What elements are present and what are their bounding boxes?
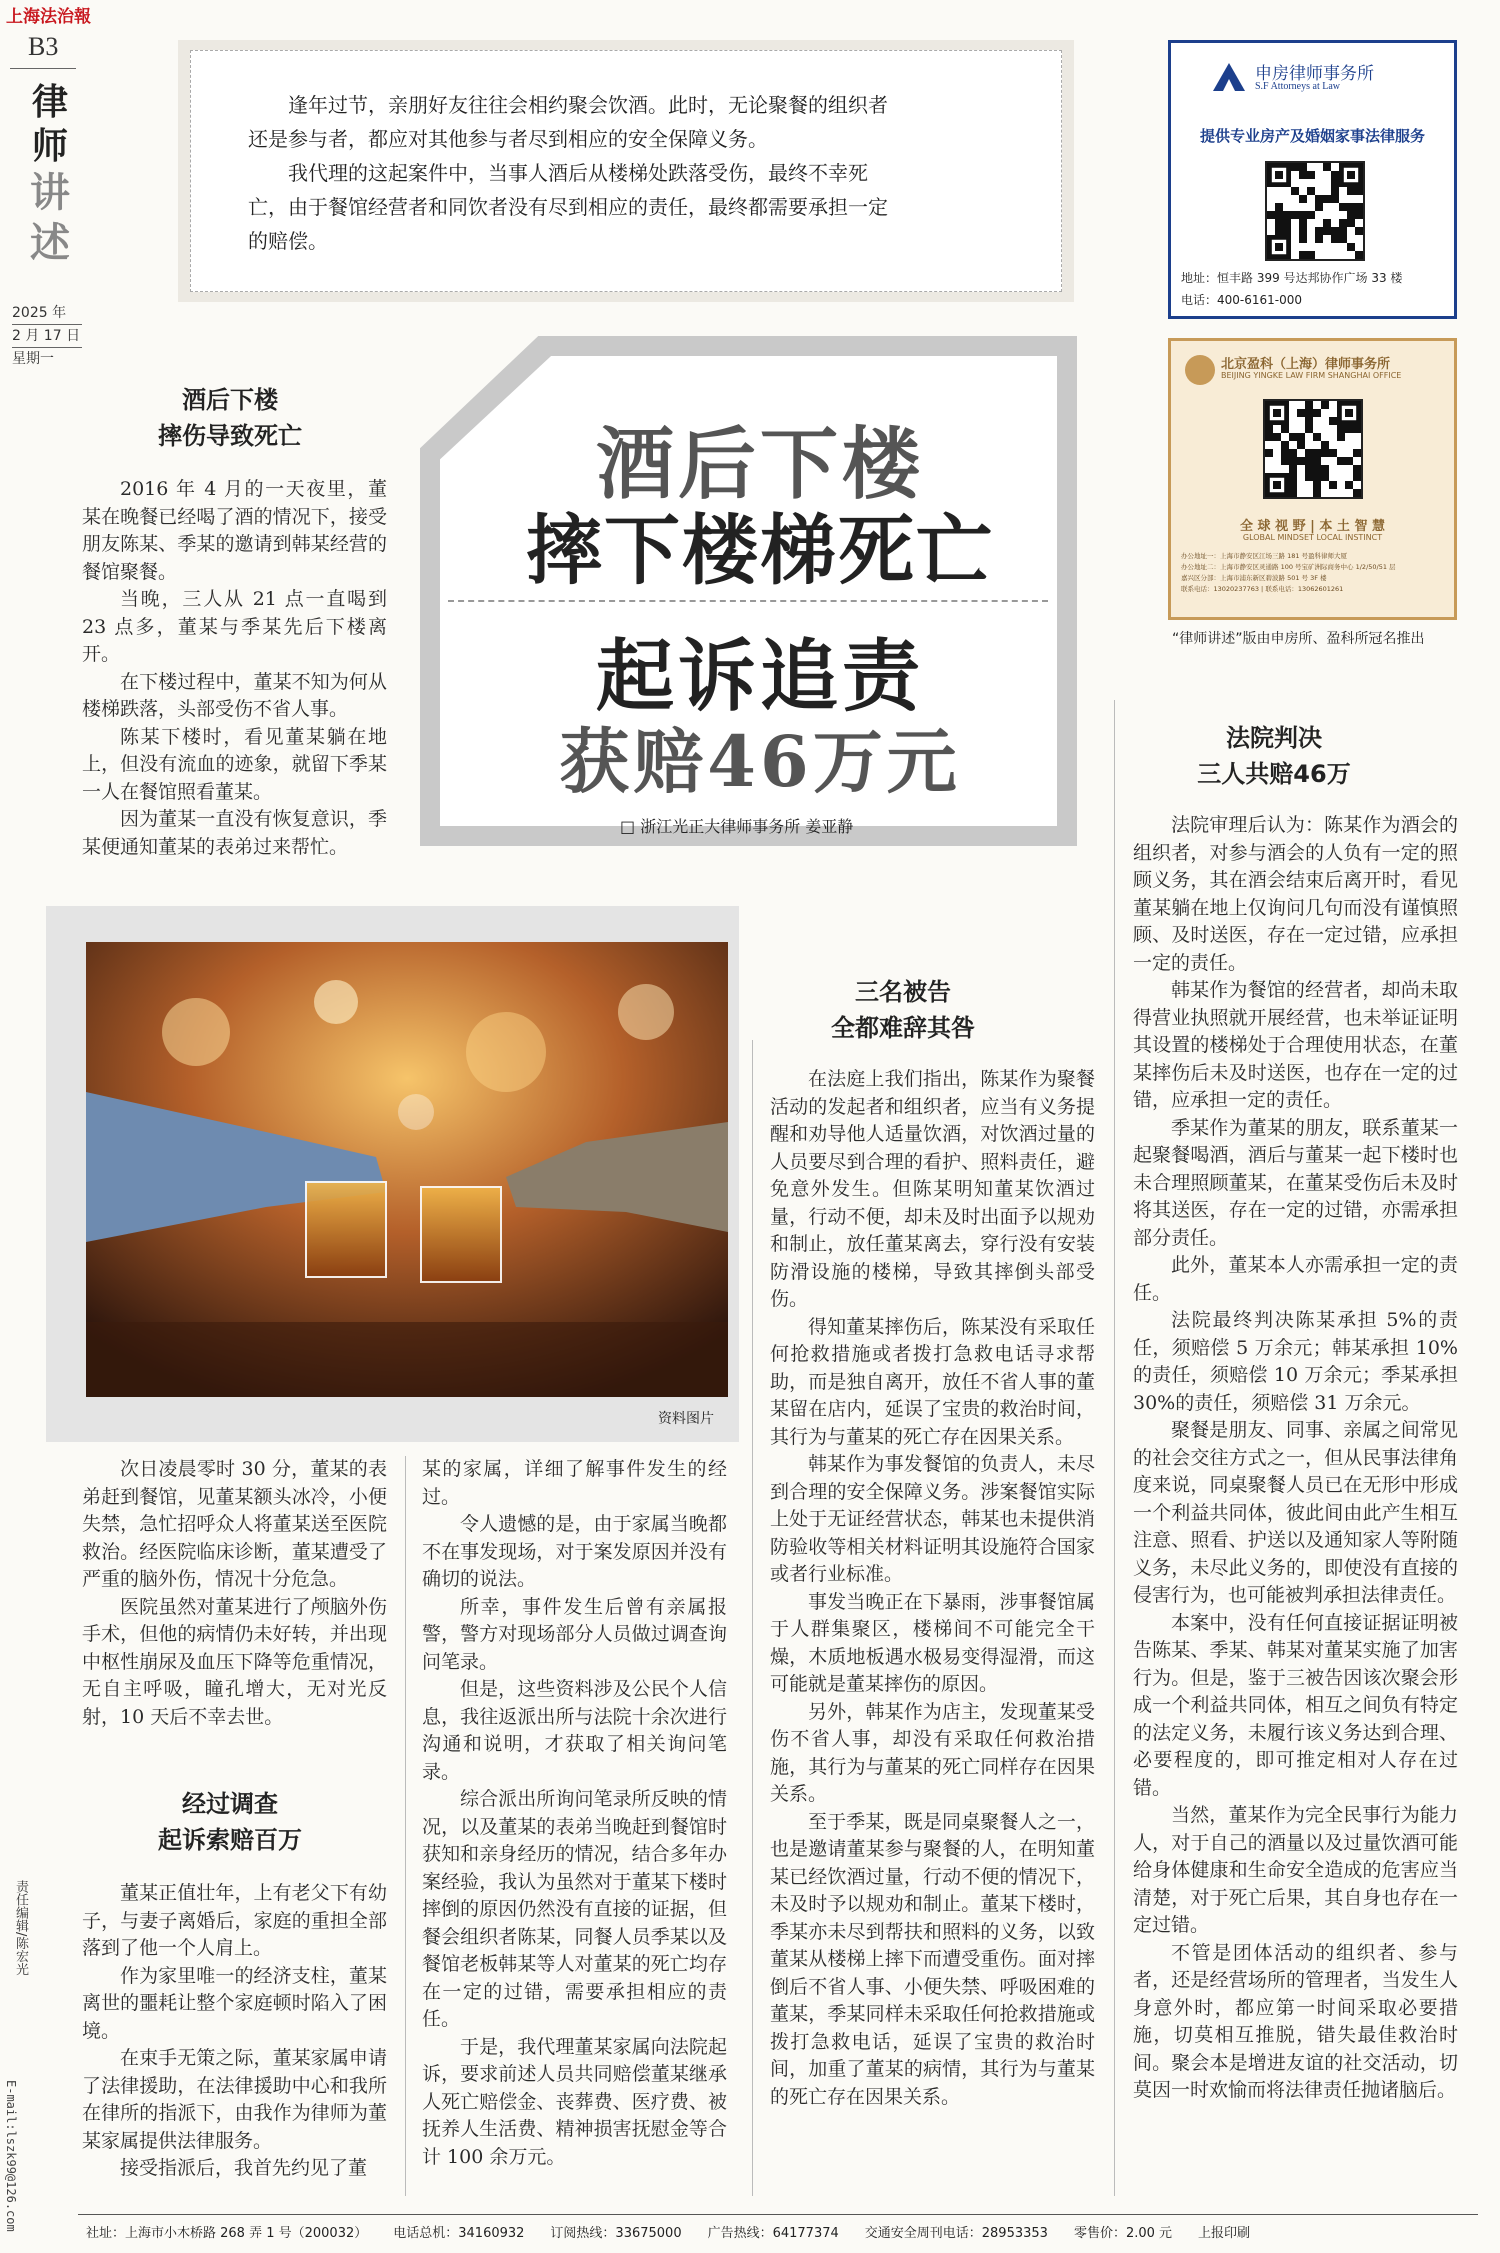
paragraph: 另外，韩某作为店主，发现董某受伤不省人事，却没有采取任何救治措施，其行为与董某的死亡同样存在因果关系。 <box>770 1700 1095 1805</box>
qr-finder <box>1265 473 1289 497</box>
paragraph: 令人遗憾的是，由于家属当晚都不在事发现场，对于案发原因并没有确切的说法。 <box>422 1513 727 1590</box>
section-subtitle: 全都难辞其咎 <box>831 1014 975 1042</box>
qr-module <box>1339 203 1347 211</box>
ad-office-line: 嘉兴区分部：上海市浦东新区碧波路 501 号 3F 楼 <box>1181 574 1327 582</box>
masthead-logo: 上海法治報 <box>6 7 91 27</box>
qr-module <box>1299 211 1307 219</box>
divider <box>10 68 76 69</box>
paragraph: 在法庭上我们指出，陈某作为聚餐活动的发起者和组织者，应当有义务提醒和劝导他人适量饮酒，对饮酒过量的人员要尽到合理的看护、照料责任，避免意外发生。但陈某明知董某饮酒过量，行动不便，却未及时出面予以规劝和制止，放任董某离去，穿行没有安装防滑设施的楼梯，导致其摔倒头部受伤。 <box>770 1068 1095 1310</box>
paragraph: 所幸，事件发生后曾有亲属报警，警方对现场部分人员做过调查询问笔录。 <box>422 1595 727 1673</box>
ad-yingke[interactable] <box>1168 338 1457 620</box>
ad-slogan: 全 球 视 野 | 本 土 智 慧 <box>1240 519 1385 534</box>
qr-module <box>1331 171 1339 179</box>
qr-module <box>1321 465 1329 473</box>
paragraph: 但是，这些资料涉及公民个人信息，我往返派出所与法院十余次进行沟通和说明，才获取了相关询问笔录。 <box>422 1678 727 1783</box>
qr-module <box>1321 401 1329 409</box>
qr-module <box>1337 425 1345 433</box>
qr-module <box>1305 425 1313 433</box>
qr-module <box>1305 465 1313 473</box>
qr-module <box>1331 235 1339 243</box>
editor-email: E-mail:lszk99@126.com <box>4 2080 18 2232</box>
qr-module <box>1313 481 1321 489</box>
qr-module <box>1331 179 1339 187</box>
qr-module <box>1347 211 1355 219</box>
qr-module <box>1313 409 1321 417</box>
qr-module <box>1313 457 1321 465</box>
paragraph: 因为董某一直没有恢复意识，季某便通知董某的表弟过来帮忙。 <box>82 808 387 858</box>
qr-module <box>1345 481 1353 489</box>
qr-module <box>1353 449 1361 457</box>
paragraph: 此外，董某本人亦需承担一定的责任。 <box>1133 1254 1458 1304</box>
qr-module <box>1331 187 1339 195</box>
footer-subscription: 订阅热线：33675000 <box>550 2226 682 2241</box>
qr-module <box>1313 465 1321 473</box>
qr-module <box>1329 417 1337 425</box>
paragraph: 得知董某摔伤后，陈某没有采取任何抢救措施或者拨打急救电话寻求帮助，而是独自离开，放任不省人事的董某留在店内，延误了宝贵的救治时间，其行为与董某的死亡存在因果关系。 <box>770 1315 1095 1448</box>
qr-module <box>1299 195 1307 203</box>
section-heading-3 <box>773 974 1033 1046</box>
qr-module <box>1347 187 1355 195</box>
section-title: 法院判决 <box>1226 724 1322 752</box>
ad-firm-name-en: BEIJING YINGKE LAW FIRM SHANGHAI OFFICE <box>1221 371 1402 380</box>
intro-paragraph: 逢年过节，亲朋好友往往会相约聚会饮酒。此时，无论聚餐的组织者还是参与者，都应对其他参与者尽到相应的安全保障义务。 <box>248 93 888 151</box>
qr-module <box>1289 489 1297 497</box>
ad-offices <box>1181 551 1449 595</box>
section-title: 三名被告 <box>855 978 951 1006</box>
column-divider <box>1114 700 1115 2196</box>
headline-line-1: 酒后下楼 <box>595 419 924 510</box>
headline-line-3: 起诉追责 <box>595 631 924 722</box>
qr-module <box>1315 195 1323 203</box>
ad-phone: 电话：400-6161-000 <box>1181 293 1303 307</box>
qr-module <box>1289 433 1297 441</box>
qr-module <box>1339 219 1347 227</box>
ad-firm-name-en: S.F Attorneys at Law <box>1255 81 1340 92</box>
qr-module <box>1299 171 1307 179</box>
section-body-3 <box>770 1066 1095 2111</box>
qr-module <box>1289 465 1297 473</box>
page-number: B3 <box>28 32 59 61</box>
paragraph: 韩某作为事发餐馆的负责人，未尽到合理的安全保障义务。涉案餐馆实际上处于无证经营状态，韩某也未提供消防验收等相关材料证明其设施符合国家或者行业标准。 <box>770 1453 1095 1585</box>
qr-module <box>1323 227 1331 235</box>
qr-module <box>1355 211 1363 219</box>
qr-module <box>1297 441 1305 449</box>
toast-photo <box>86 942 728 1397</box>
qr-module <box>1273 433 1281 441</box>
qr-module <box>1353 465 1361 473</box>
qr-module <box>1323 219 1331 227</box>
section-heading-4 <box>1144 720 1404 792</box>
ad-office-line: 办公地址二：上海市静安区灵通路 100 号宝矿洲际商务中心 1/2/50/51 层 <box>1181 563 1396 571</box>
qr-module <box>1267 211 1275 219</box>
qr-module <box>1313 489 1321 497</box>
qr-module <box>1315 203 1323 211</box>
paragraph: 2016 年 4 月的一天夜里，董某在晚餐已经喝了酒的情况下，接受朋友陈某、季某的邀请到韩某经营的餐馆聚餐。 <box>82 478 387 583</box>
qr-module <box>1291 187 1299 195</box>
headline-line-2: 摔下楼梯死亡 <box>526 506 994 595</box>
qr-module <box>1345 425 1353 433</box>
qr-module <box>1337 433 1345 441</box>
headline-divider <box>448 600 1048 602</box>
section-body-2 <box>82 1880 387 2183</box>
section-heading-2 <box>100 1786 360 1858</box>
qr-module <box>1289 449 1297 457</box>
footer-price: 零售价：2.00 元 <box>1073 2226 1173 2241</box>
qr-module <box>1281 457 1289 465</box>
qr-module <box>1305 473 1313 481</box>
section-heading-1 <box>100 382 360 454</box>
date-weekday: 星期一 <box>12 351 54 367</box>
qr-module <box>1355 251 1363 259</box>
paragraph: 于是，我代理董某家属向法院起诉，要求前述人员共同赔偿董某继承人死亡赔偿金、丧葬费、医疗费、被抚养人生活费、精神损害抚慰金等合计 100 余万元。 <box>422 2035 727 2168</box>
photo-caption: 资料图片 <box>658 1411 714 1427</box>
section-body-1 <box>82 476 387 861</box>
qr-module <box>1315 227 1323 235</box>
ad-slogan-en: GLOBAL MINDSET LOCAL INSTINCT <box>1242 533 1383 542</box>
qr-module <box>1329 449 1337 457</box>
paragraph: 董某正值壮年，上有老父下有幼子，与妻子离婚后，家庭的重担全部落到了他一个人肩上。 <box>82 1882 387 1959</box>
qr-module <box>1305 457 1313 465</box>
qr-module <box>1305 449 1313 457</box>
qr-module <box>1299 227 1307 235</box>
date-day: 2 月 17 日 <box>12 324 82 348</box>
qr-finder <box>1267 163 1291 187</box>
qr-module <box>1291 163 1299 171</box>
paragraph: 至于季某，既是同桌聚餐人之一，也是邀请董某参与聚餐的人，在明知董某已经饮酒过量，行动不便的情况下，未及时予以规劝和制止。董某下楼时，季某亦未尽到帮扶和照料的义务，以致董某从楼梯上摔下而遭受重伤。面对摔倒后不省人事、小便失禁、呼吸困难的董某，季某同样未采取任何抢救措施或拨打急救电话，延误了宝贵的救治时间，加重了董某的病情，其行为与董某的死亡存在因果关系。 <box>770 1810 1095 2108</box>
qr-module <box>1305 401 1313 409</box>
paragraph: 不管是团体活动的组织者、参与者，还是经营场所的管理者，当发生人身意外时，都应第一时间采取必要措施，切莫相互推脱，错失最佳救治时间。聚会本是增进友谊的社交活动，切莫因一时欢愉而将法律责任抛诸脑后。 <box>1133 1941 1458 2101</box>
qr-module <box>1313 473 1321 481</box>
qr-module <box>1289 473 1297 481</box>
qr-module <box>1265 449 1273 457</box>
editor-credit: 责任编辑/陈宏光 <box>13 1880 28 1976</box>
paragraph: 法院审理后认为：陈某作为酒会的组织者，对参与酒会的人负有一定的照顾义务，其在酒会结束后离开时，看见董某躺在地上仅询问几句而没有谨慎照顾、及时送医，存在一定过错，应承担一定的责任。 <box>1133 814 1458 974</box>
qr-module <box>1353 489 1361 497</box>
qr-code-icon <box>1265 161 1365 261</box>
firm-logo-icon <box>1185 355 1215 385</box>
qr-code-icon <box>1263 399 1363 499</box>
qr-module <box>1283 219 1291 227</box>
paragraph: 在束手无策之际，董某家属申请了法律援助，在法律援助中心和我所在律所的指派下，由我作为律师为董某家属提供法律服务。 <box>82 2047 387 2152</box>
ad-shenfang[interactable] <box>1168 40 1457 319</box>
qr-module <box>1331 227 1339 235</box>
paragraph: 某的家属，详细了解事件发生的经过。 <box>422 1458 727 1508</box>
qr-module <box>1283 227 1291 235</box>
qr-module <box>1355 227 1363 235</box>
column-a <box>82 1456 387 1731</box>
qr-module <box>1305 417 1313 425</box>
qr-module <box>1345 457 1353 465</box>
section-subtitle: 三人共赔46万 <box>1197 760 1351 788</box>
section-title: 酒后下楼 <box>182 386 278 414</box>
qr-module <box>1275 211 1283 219</box>
paragraph: 韩某作为餐馆的经营者，却尚未取得营业执照就开展经营，也未举证证明其设置的楼梯处于合理使用状态，在董某摔伤后未及时送医，也存在一定的过错，应承担一定的责任。 <box>1133 979 1458 1111</box>
column-title-light: 讲述 <box>30 169 70 266</box>
ad-address: 地址：恒丰路 399 号达邦协作广场 33 楼 <box>1181 271 1403 285</box>
footer-address: 社址：上海市小木桥路 268 弄 1 号（200032） <box>86 2226 368 2241</box>
paragraph: 当然，董某作为完全民事行为能力人，对于自己的酒量以及过量饮酒可能给身体健康和生命安全造成的危害应当清楚，对于死亡后果，其自身也存在一定过错。 <box>1133 1804 1458 1936</box>
paragraph: 本案中，没有任何直接证据证明被告陈某、季某、韩某对董某实施了加害行为。但是，鉴于三被告因该次聚会形成一个利益共同体，相互之间负有特定的法定义务，未履行该义务达到合理、必要程度的，即可推定相对人存在过错。 <box>1133 1611 1458 1799</box>
ad-firm-name: 北京盈科（上海）律师事务所 <box>1221 357 1391 372</box>
qr-module <box>1297 409 1305 417</box>
paragraph: 作为家里唯一的经济支柱，董某离世的噩耗让整个家庭顿时陷入了困境。 <box>82 1964 387 2042</box>
paragraph: 聚餐是朋友、同事、亲属之间常见的社会交往方式之一，但从民事法律角度来说，同桌聚餐人员已在无形中形成一个利益共同体，彼此间由此产生相互注意、照看、护送以及通知家人等附随义务，未尽此义务的，即使没有直接的侵害行为，也可能被判承担法律责任。 <box>1133 1419 1458 1606</box>
qr-module <box>1313 433 1321 441</box>
qr-module <box>1323 195 1331 203</box>
qr-module <box>1289 481 1297 489</box>
qr-module <box>1353 473 1361 481</box>
qr-module <box>1321 449 1329 457</box>
qr-module <box>1321 441 1329 449</box>
section-subtitle: 起诉索赔百万 <box>158 1826 302 1854</box>
intro-text <box>248 88 898 258</box>
footer-traffic-weekly: 交通安全周刊电话：28953353 <box>864 2226 1048 2241</box>
ad-slogan: 提供专业房产及婚姻家事法律服务 <box>1199 127 1425 145</box>
paragraph: 当晚，三人从 21 点一直喝到 23 点多，董某与季某先后下楼离开。 <box>82 588 387 665</box>
ad-firm-name: 申房律师事务所 <box>1255 64 1374 84</box>
qr-module <box>1307 171 1315 179</box>
qr-module <box>1323 163 1331 171</box>
date-year: 2025 年 <box>12 305 67 321</box>
qr-finder <box>1337 401 1361 425</box>
issue-date <box>12 302 82 370</box>
byline: □ 浙江光正大律师事务所 姜亚静 <box>620 817 854 836</box>
qr-module <box>1291 211 1299 219</box>
ad-office-line: 办公地址一：上海市静安区江场三路 181 号盈科律师大厦 <box>1181 552 1348 560</box>
paragraph: 医院虽然对董某进行了颅脑外伤手术，但他的病情仍未好转，并出现中枢性崩尿及血压下降等危重情况，无自主呼吸，瞳孔增大，无对光反射，10 天后不幸去世。 <box>82 1595 387 1728</box>
qr-module <box>1347 243 1355 251</box>
qr-module <box>1321 473 1329 481</box>
qr-module <box>1281 425 1289 433</box>
footer-info <box>86 2222 1476 2241</box>
qr-module <box>1265 433 1273 441</box>
paragraph: 陈某下楼时，看见董某躺在地上，但没有流血的迹象，就留下季某一人在餐馆照看董某。 <box>82 725 387 803</box>
firm-logo-icon <box>1211 61 1247 93</box>
qr-module <box>1275 219 1283 227</box>
qr-module <box>1297 433 1305 441</box>
paragraph: 事发当晚正在下暴雨，涉事餐馆属于人群集聚区，楼梯间不可能完全干燥，木质地板遇水极易变得湿滑，而这可能就是董某摔伤的原因。 <box>770 1590 1095 1695</box>
qr-module <box>1355 203 1363 211</box>
qr-module <box>1283 211 1291 219</box>
qr-module <box>1355 187 1363 195</box>
qr-module <box>1281 441 1289 449</box>
qr-module <box>1281 449 1289 457</box>
qr-module <box>1299 219 1307 227</box>
column-divider <box>752 1040 753 2196</box>
section-body-4 <box>1133 812 1458 2105</box>
qr-module <box>1305 409 1313 417</box>
section-title: 经过调查 <box>182 1790 278 1818</box>
qr-module <box>1275 203 1283 211</box>
sponsor-note: “律师讲述”版由申房所、盈科所冠名推出 <box>1172 631 1425 647</box>
intro-paragraph: 我代理的这起案件中，当事人酒后从楼梯处跌落受伤，最终不幸死亡，由于餐馆经营者和同饮者没有尽到相应的责任，最终都需要承担一定的赔偿。 <box>248 161 888 253</box>
qr-module <box>1297 457 1305 465</box>
footer-divider <box>78 2214 1478 2215</box>
ad-office-line: 联系电话：13020237763 | 联系电话：13062601261 <box>1181 585 1344 593</box>
qr-module <box>1315 235 1323 243</box>
headline-line-4: 获赔46万元 <box>559 720 961 803</box>
qr-module <box>1299 163 1307 171</box>
qr-module <box>1337 457 1345 465</box>
column-b <box>422 1456 727 2171</box>
qr-module <box>1313 449 1321 457</box>
paragraph: 在下楼过程中，董某不知为何从楼梯跌落，头部受伤不省人事。 <box>82 670 387 720</box>
column-title-bold: 律师 <box>31 81 68 167</box>
qr-finder <box>1339 163 1363 187</box>
section-subtitle: 摔伤导致死亡 <box>158 422 302 450</box>
qr-module <box>1353 425 1361 433</box>
qr-module <box>1331 195 1339 203</box>
qr-module <box>1329 481 1337 489</box>
qr-module <box>1299 235 1307 243</box>
qr-module <box>1307 187 1315 195</box>
qr-module <box>1307 211 1315 219</box>
qr-module <box>1347 219 1355 227</box>
qr-module <box>1289 457 1297 465</box>
qr-module <box>1347 203 1355 211</box>
qr-module <box>1299 251 1307 259</box>
qr-finder <box>1265 401 1289 425</box>
qr-finder <box>1267 235 1291 259</box>
paragraph: 综合派出所询问笔录所反映的情况，以及董某的表弟当晚赶到餐馆时获知和亲身经历的情况，结合多年办案经验，我认为虽然对于董某下楼时摔倒的原因仍然没有直接的证据，但餐会组织者陈某，同餐人员季某以及餐馆老板韩某等人对董某的死亡均存在一定的过错，需要承担相应的责任。 <box>422 1788 727 2030</box>
paragraph: 法院最终判决陈某承担 5%的责任，须赔偿 5 万余元；韩某承担 10%的责任，须赔偿 10 万余元；季某承担 30%的责任，须赔偿 31 万余元。 <box>1133 1309 1458 1414</box>
paragraph: 次日凌晨零时 30 分，董某的表弟赶到餐馆，见董某额头冰冷，小便失禁，急忙招呼众人将董某送至医院救治。经医院临床诊断，董某遭受了严重的脑外伤，情况十分危急。 <box>82 1458 387 1590</box>
footer-switchboard: 电话总机：34160932 <box>393 2226 525 2241</box>
paragraph: 季某作为董某的朋友，联系董某一起聚餐喝酒，酒后与董某一起下楼时也未合理照顾董某，在董某受伤后未及时将其送医，存在一定的过错，亦需承担部分责任。 <box>1133 1116 1458 1249</box>
column-divider <box>405 1456 406 2196</box>
qr-module <box>1265 425 1273 433</box>
footer-printer: 上报印刷 <box>1198 2226 1251 2241</box>
paragraph: 接受指派后，我首先约见了董 <box>120 2157 368 2179</box>
qr-module <box>1339 227 1347 235</box>
qr-module <box>1275 227 1283 235</box>
footer-ads-hotline: 广告热线：64177374 <box>707 2226 839 2241</box>
qr-module <box>1339 235 1347 243</box>
qr-module <box>1307 251 1315 259</box>
